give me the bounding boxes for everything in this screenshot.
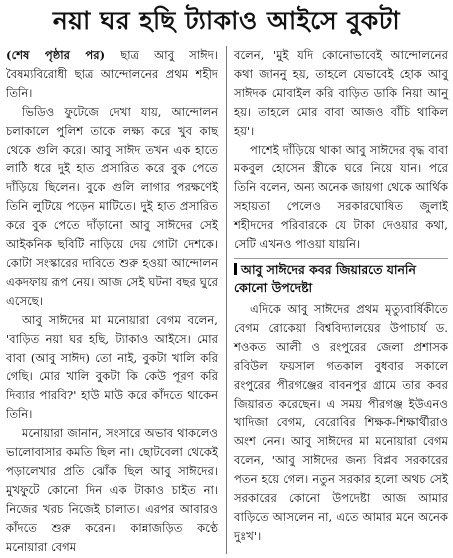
right-column [234, 46, 448, 546]
subheading-bar-icon [234, 263, 237, 275]
article-paragraph: (শেষ পৃষ্ঠার পর) ছাত্র আবু সাঈদ। বৈষম্যবিরোধী ছাত্র আন্দোলনের প্রথম শহীদ তিনি। [6, 48, 218, 100]
article-paragraph: বলেন, 'মুই যদি কোনোভাবেই আন্দোলনের কথা জাননু হয়, তাহলে যেভাবেই হোক আবু সাঈদক মোবাইল করি বাড়িত ডাকি নিয়া আনু হয়। তাহলে মোর বাবা আজও বাঁচি থাকিল হয়'। [234, 48, 448, 138]
article-paragraph: ভিডিও ফুটেজে দেখা যায়, আন্দোলন চলাকালে পুলিশ তাকে লক্ষ্য করে খুব কাছ থেকে গুলি করে। আবু সাঈদ তখন এক হাতে লাঠি ধরে দুই হাত প্রসারিত করে বুক পেতে দাঁড়িয়ে ছিলেন। বুকে গুলি লাগার পরক্ষণেই তিনি লুটিয়ে পড়েন মাটিতে। দুই হাত প্রসারিত করে বুক পেতে দাঁড়ানো আবু সাঈদের সেই আইকনিক ছবিটি নাড়িয়ে দেয় গোটা দেশকে। কোটা সংস্কারের দাবিতে শুরু হওয়া আন্দোলন একদফায় রূপ নেয়। আজ সেই ঘটনা বছর ঘুরে এসেছে। [6, 104, 218, 308]
article-paragraph: আবু সাঈদের মা মনোয়ারা বেগম বলেন, 'বাড়িত নয়া ঘর হছি, ট্যাকাও আইসে। মোর বাবা (আবু সাঈদ) তো নাই, বুকটা খালি করি গেছি। মোর খালি বুকটা কি কেউ পূরণ করি দিব্যার পারবি?' হাউ মাউ করে কাঁদতে থাকেন তিনি। [6, 312, 218, 422]
section-subheading: আবু সাঈদের কবর জিয়ারতে যাননি কোনো উপদেষ্টা [234, 258, 448, 297]
column-divider [226, 46, 227, 554]
article-paragraph: মনোয়ারা জানান, সংসারে অভাব থাকলেও ভালোবাসার কমতি ছিল না। ছোটবেলা থেকেই পড়ালেখার প্রতি ঝোঁক ছিল আবু সাঈদের। মুখফুটে কোনো দিন এক টাকাও চাইত না। নিজের খরচ নিজেই চালাত। এরপর আবারও কাঁদতে শুরু করেন। কান্নাজড়িত কণ্ঠে মনোয়ারা বেগম [6, 426, 218, 554]
headline: নয়া ঘর হছি ট্যাকাও আইসে বুকটা [52, 5, 401, 35]
left-column [6, 46, 218, 556]
continued-label: (শেষ পৃষ্ঠার পর) [6, 48, 106, 62]
article-paragraph: পাশেই দাঁড়িয়ে থাকা আবু সাঈদের বৃদ্ধ বাবা মকবুল হোসেন স্ত্রীকে ঘরে নিয়ে যান। পরে তিনি বলেন, অন্য অনেক জায়গা থেকে আর্থিক সহায়তা পেলেও সরকারঘোষিত জুলাই শহীদদের পরিবারকে যে টাকা দেওয়ার কথা, সেটি এখনও পাওয়া যায়নি। [234, 142, 448, 252]
article-paragraph: এদিকে আবু সাঈদের প্রথম মৃত্যুবার্ষিকীতে বেগম রোকেয়া বিশ্ববিদ্যালয়ের উপাচার্য ড. শওকত আলী ও রংপুরের জেলা প্রশাসক রবিউল ফয়সাল গতকাল বুধবার সকালে রংপুরের পীরগঞ্জের বাবনপুর গ্রামে তার কবর জিয়ারত করেছেন। এ সময় পীরগঞ্জ ইউএনও খাদিজা বেগম, বেরোবির শিক্ষক-শিক্ষার্থীরাও অংশ নেন। আবু সাঈদের মা মনোয়ারা বেগম বলেন, 'আবু সাঈদের জন্য বিপ্লব সরকারের পতন হয়ে গেল। নতুন সরকার হলো অথচ সেই সরকারের কোনো উপদেষ্টা আজ আমার বাড়িতে আসলেন না, এতে আমার মনে অনেক দুঃখ'। [234, 301, 448, 543]
